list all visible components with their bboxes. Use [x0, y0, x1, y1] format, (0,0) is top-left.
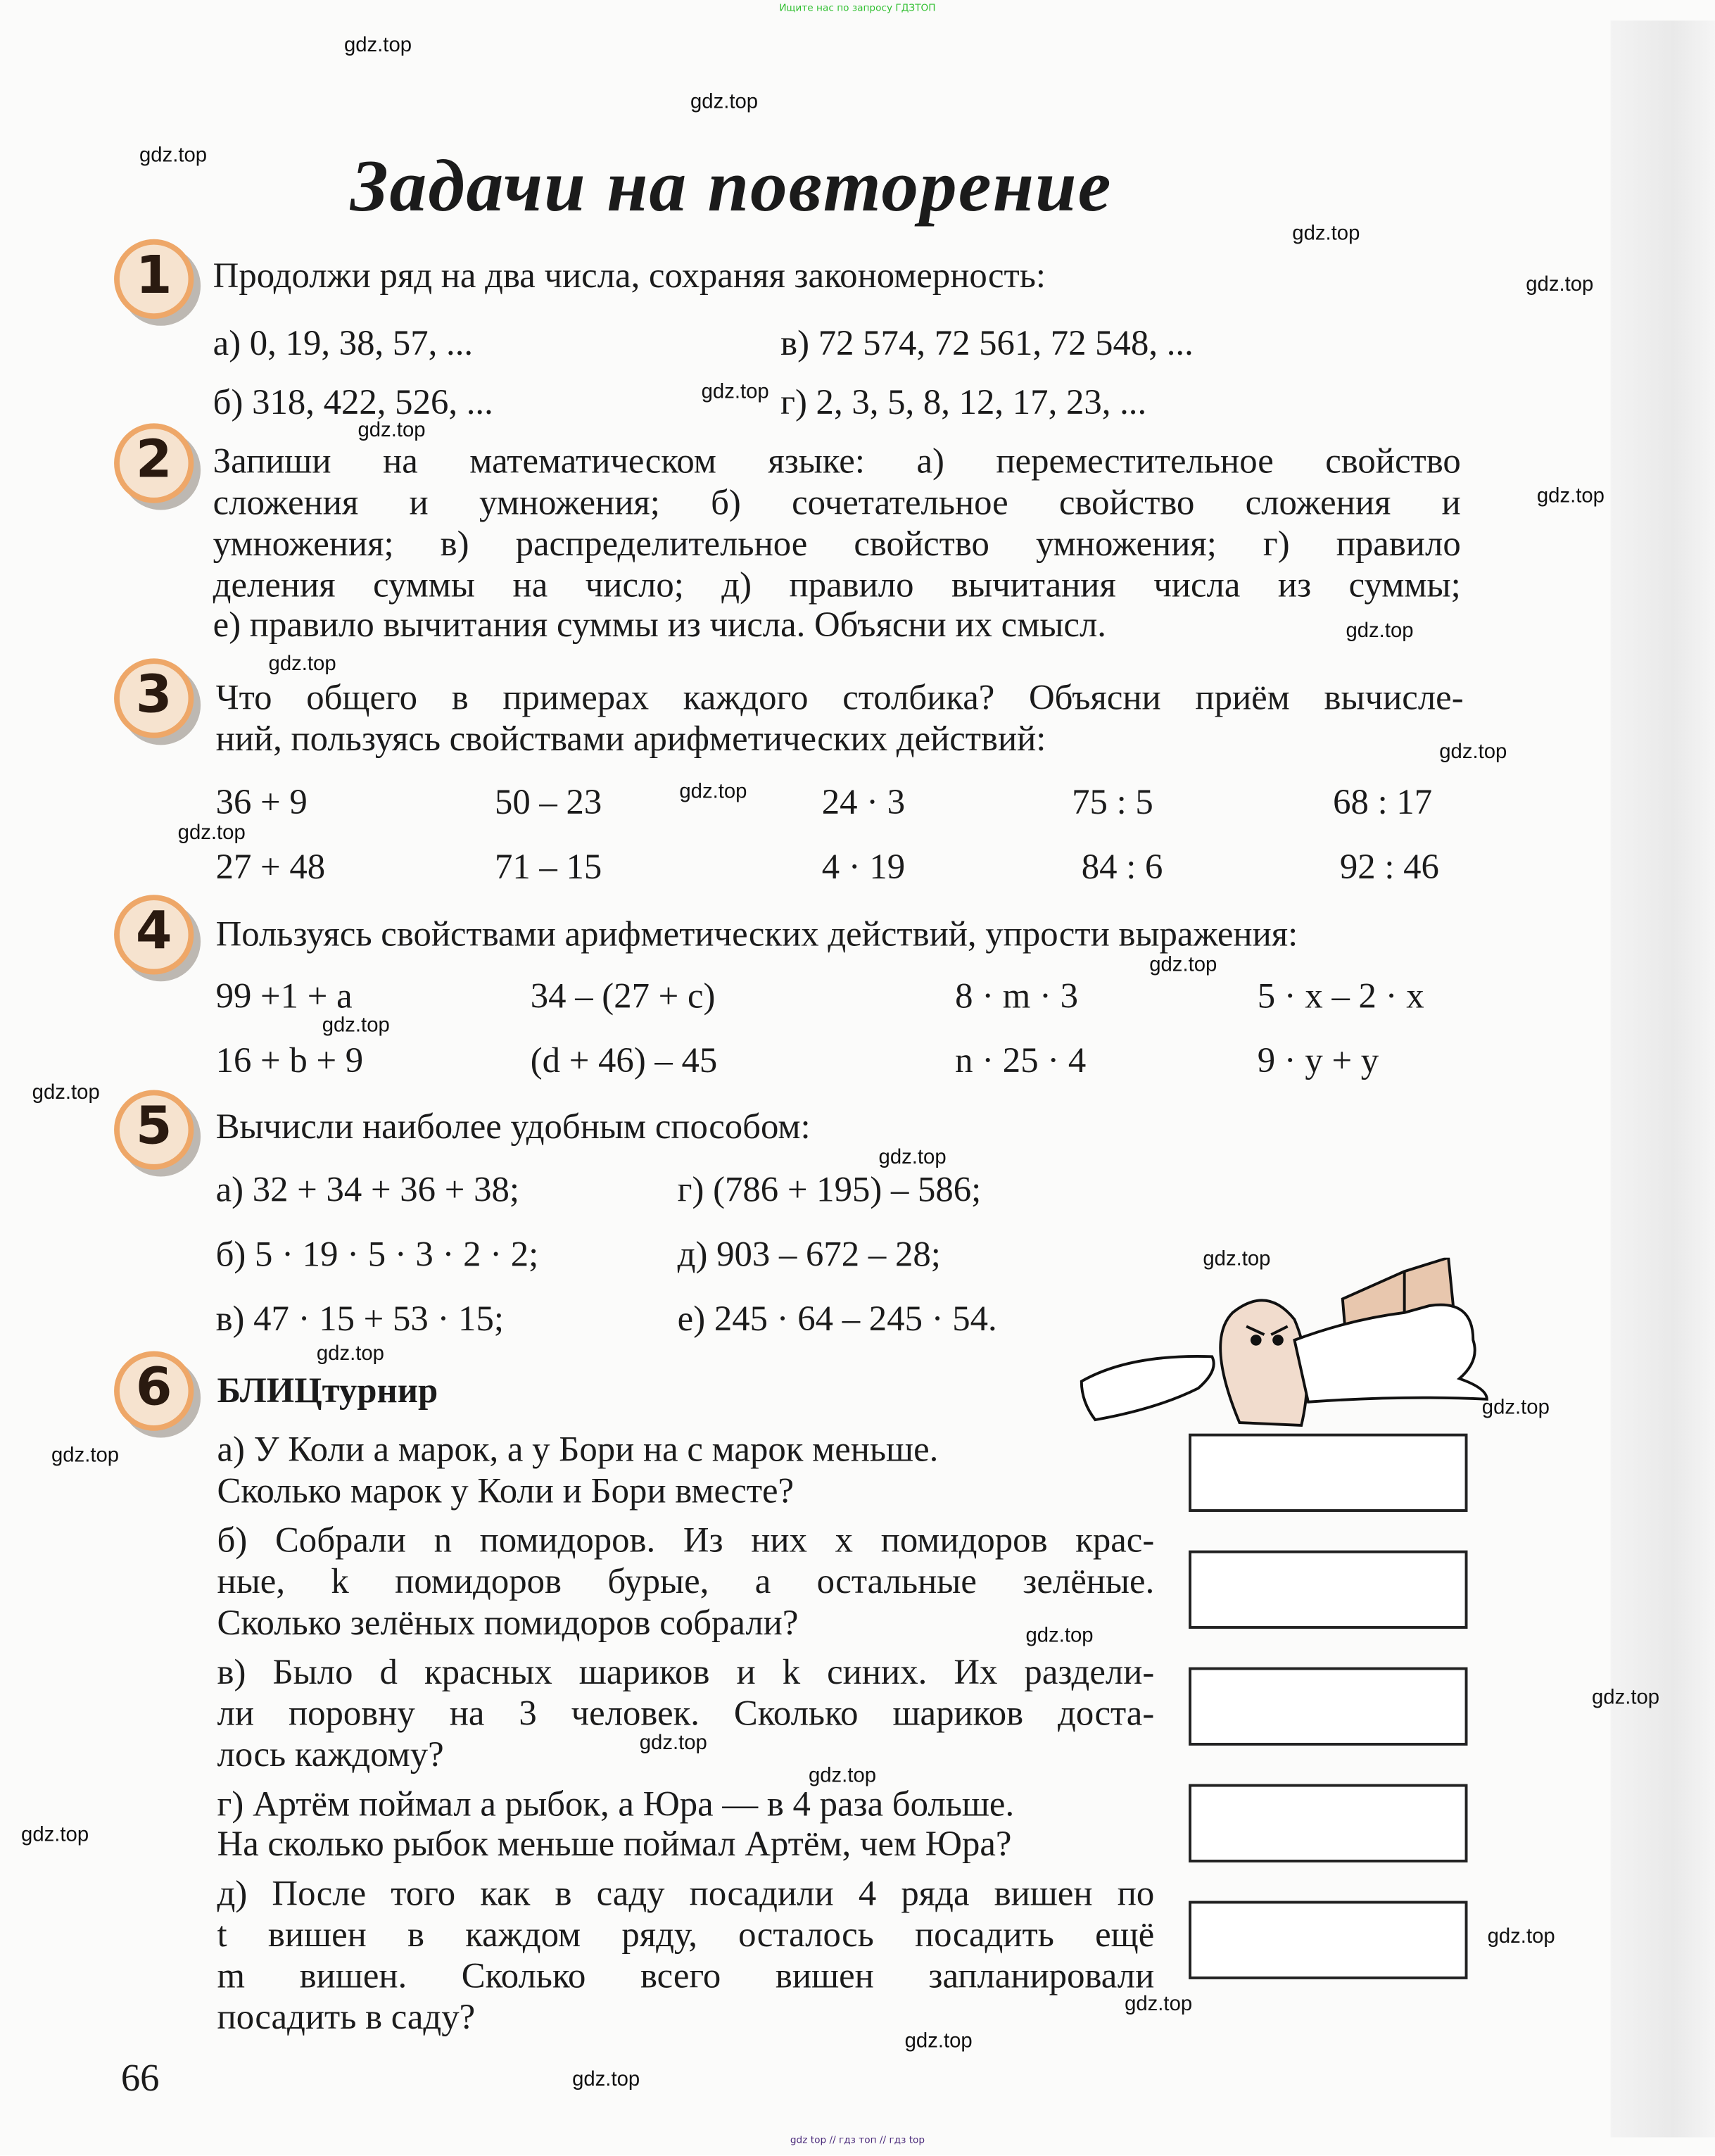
example: 84 : 6 — [1081, 846, 1163, 887]
page-edge-shadow — [1611, 20, 1715, 2137]
task2-line: сложения и умножения; б) сочетательное свойство сложения и — [213, 482, 1461, 523]
task3-line: ний, пользуясь свойствами арифметических действий: — [215, 719, 1046, 759]
task5-heading: Вычисли наиболее удобным способом: — [215, 1106, 811, 1147]
example: 24 · 3 — [821, 782, 906, 822]
calc-item: е) 245 · 64 – 245 · 54. — [677, 1299, 997, 1339]
watermark: gdz.top — [357, 418, 426, 442]
expression: 8 · m · 3 — [955, 976, 1078, 1016]
watermark: gdz.top — [1439, 740, 1507, 764]
task3-line: Что общего в примерах каждого столбика? Объясни приём вычисле- — [215, 677, 1464, 718]
watermark: gdz.top — [701, 379, 769, 404]
answer-box[interactable] — [1189, 1784, 1467, 1862]
watermark: gdz.top — [21, 1823, 89, 1847]
watermark: gdz.top — [268, 652, 336, 676]
calc-item: д) 903 – 672 – 28; — [677, 1234, 941, 1275]
blitz-line: посадить в саду? — [217, 1997, 476, 2037]
answer-box[interactable] — [1189, 1434, 1467, 1512]
example: 92 : 46 — [1339, 846, 1439, 887]
blitz-line: б) Собрали n помидоров. Из них x помидоров крас- — [217, 1520, 1155, 1561]
watermark: gdz.top — [1591, 1685, 1660, 1710]
blitz-line: г) Артём поймал a рыбок, а Юра — в 4 раза больше. — [217, 1784, 1015, 1824]
expression: (d + 46) – 45 — [530, 1040, 718, 1080]
task-number-badge: 5 — [114, 1090, 194, 1169]
task4-heading: Пользуясь свойствами арифметических действий, упрости выражения: — [215, 914, 1298, 954]
calc-item: б) 5 · 19 · 5 · 3 · 2 · 2; — [215, 1234, 539, 1275]
watermark: gdz.top — [1346, 619, 1414, 643]
task-number-badge: 1 — [114, 239, 194, 319]
task2-line: Запиши на математическом языке: а) переместительное свойство — [213, 441, 1461, 481]
watermark: gdz.top — [139, 144, 208, 168]
task-number-badge: 2 — [114, 423, 194, 503]
watermark: gdz.top — [1125, 1992, 1193, 2016]
page-title: Задачи на повторение — [350, 144, 1113, 227]
task1-b: б) 318, 422, 526, ... — [213, 382, 493, 422]
calc-item: г) (786 + 195) – 586; — [677, 1169, 982, 1210]
example: 75 : 5 — [1072, 782, 1153, 822]
task1-heading: Продолжи ряд на два числа, сохраняя закономерность: — [213, 256, 1046, 296]
watermark: gdz.top — [572, 2067, 640, 2092]
watermark: gdz.top — [1149, 953, 1217, 977]
task1-v: в) 72 574, 72 561, 72 548, ... — [780, 322, 1194, 363]
task2-line: умножения; в) распределительное свойство умножения; г) правило — [213, 523, 1461, 564]
blitz-line: в) Было d красных шариков и k синих. Их раздели- — [217, 1652, 1155, 1692]
blitz-line: ли поровну на 3 человек. Сколько шариков доста- — [217, 1693, 1155, 1734]
calc-item: а) 32 + 34 + 36 + 38; — [215, 1169, 519, 1210]
example: 36 + 9 — [215, 782, 308, 822]
blitz-line: m вишен. Сколько всего вишен запланировали — [217, 1955, 1155, 1996]
watermark: gdz.top — [639, 1731, 707, 1755]
watermark: gdz.top — [1526, 272, 1594, 296]
blitz-line: лось каждому? — [217, 1734, 444, 1774]
answer-box[interactable] — [1189, 1668, 1467, 1746]
example: 4 · 19 — [821, 846, 906, 887]
expression: 5 · x – 2 · x — [1257, 976, 1424, 1016]
answer-box[interactable] — [1189, 1551, 1467, 1629]
expression: 16 + b + 9 — [215, 1040, 364, 1080]
watermark: gdz.top — [1481, 1395, 1550, 1420]
expression: 34 – (27 + c) — [530, 976, 716, 1016]
example: 50 – 23 — [494, 782, 602, 822]
example: 71 – 15 — [494, 846, 602, 887]
watermark: gdz.top — [51, 1444, 120, 1468]
task-number-badge: 4 — [114, 895, 194, 974]
blitz-line: Сколько марок у Коли и Бори вместе? — [217, 1470, 795, 1511]
page-number: 66 — [120, 2057, 160, 2100]
footer-note: gdz top // гдз топ // гдз top — [790, 2134, 925, 2146]
watermark: gdz.top — [904, 2029, 973, 2053]
watermark: gdz.top — [322, 1014, 390, 1038]
blitz-line: а) У Коли a марок, а у Бори на c марок меньше. — [217, 1429, 939, 1470]
task6-heading: БЛИЦтурнир — [217, 1370, 438, 1411]
blitz-line: ные, k помидоров бурые, а остальные зелёные. — [217, 1561, 1155, 1601]
owl-reading-illustration — [1075, 1258, 1494, 1437]
calc-item: в) 47 · 15 + 53 · 15; — [215, 1299, 504, 1339]
watermark: gdz.top — [1203, 1247, 1271, 1271]
watermark: gdz.top — [679, 780, 747, 804]
watermark: gdz.top — [1536, 484, 1605, 508]
watermark: gdz.top — [690, 89, 759, 114]
task1-g: г) 2, 3, 5, 8, 12, 17, 23, ... — [780, 382, 1147, 422]
expression: 9 · y + y — [1257, 1040, 1379, 1080]
blitz-line: д) После того как в саду посадили 4 ряда вишен по — [217, 1873, 1155, 1914]
example: 27 + 48 — [215, 846, 326, 887]
task2-line: деления суммы на число; д) правило вычитания числа из суммы; — [213, 565, 1461, 605]
expression: 99 +1 + a — [215, 976, 353, 1016]
watermark: gdz.top — [32, 1080, 100, 1104]
watermark: gdz.top — [1025, 1624, 1094, 1648]
watermark: gdz.top — [808, 1764, 877, 1788]
blitz-line: Сколько зелёных помидоров собрали? — [217, 1602, 799, 1643]
task-number-badge: 3 — [114, 658, 194, 738]
watermark: gdz.top — [316, 1342, 384, 1366]
task1-a: а) 0, 19, 38, 57, ... — [213, 322, 474, 363]
answer-box[interactable] — [1189, 1901, 1467, 1979]
header-note: Ищите нас по запросу ГДЗТОП — [779, 2, 936, 14]
task-number-badge: 6 — [114, 1351, 194, 1431]
example: 68 : 17 — [1333, 782, 1433, 822]
watermark: gdz.top — [177, 821, 246, 845]
watermark: gdz.top — [1487, 1924, 1555, 1948]
task2-line: е) правило вычитания суммы из числа. Объясни их смысл. — [213, 605, 1107, 645]
watermark: gdz.top — [1292, 222, 1360, 246]
watermark: gdz.top — [343, 33, 412, 58]
watermark: gdz.top — [878, 1145, 947, 1169]
blitz-line: t вишен в каждом ряду, осталось посадить ещё — [217, 1915, 1155, 1955]
expression: n · 25 · 4 — [955, 1040, 1087, 1080]
blitz-line: На сколько рыбок меньше поймал Артём, чем Юра? — [217, 1824, 1012, 1864]
